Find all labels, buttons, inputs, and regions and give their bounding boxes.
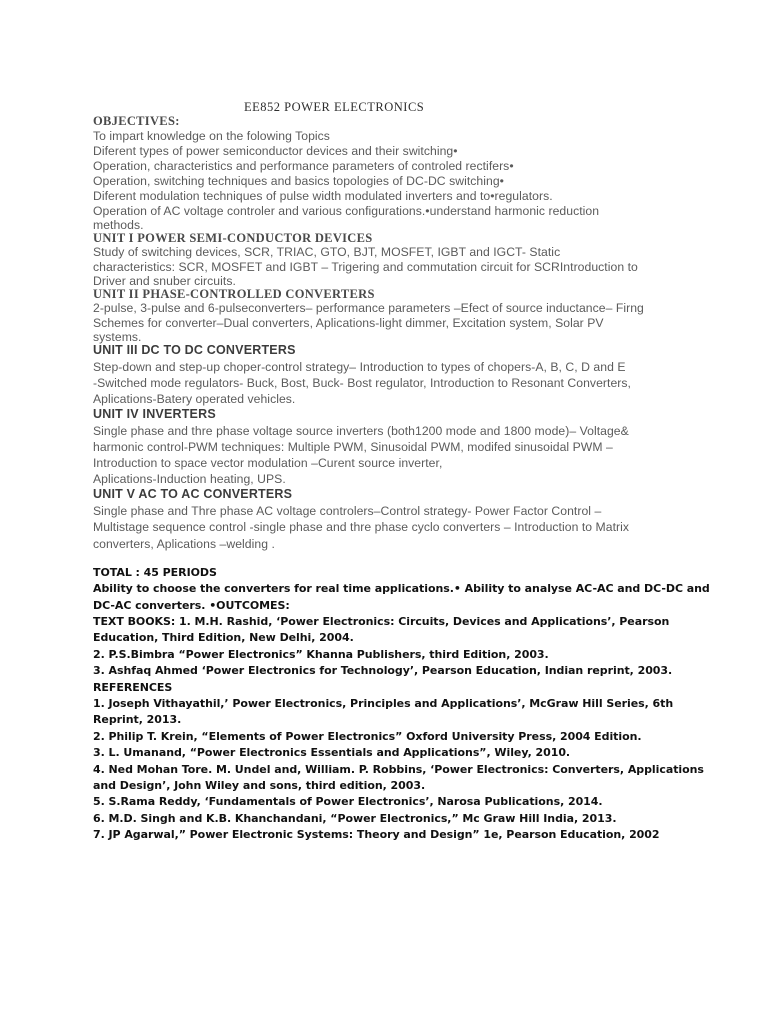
reference-line: 6. M.D. Singh and K.B. Khanchandani, “Power Electronics,” Mc Graw Hill India, 2013. bbox=[93, 812, 617, 825]
unit4-heading: UNIT IV INVERTERS bbox=[93, 407, 216, 421]
unit2-line: 2-pulse, 3-pulse and 6-pulseconverters– performance parameters –Efect of source inductance– Firng bbox=[93, 301, 644, 315]
objectives-line: methods. bbox=[93, 218, 144, 232]
objectives-line: Diferent modulation techniques of pulse width modulated inverters and to•regulators. bbox=[93, 189, 553, 203]
unit1-line: Study of switching devices, SCR, TRIAC, GTO, BJT, MOSFET, IGBT and IGCT- Static bbox=[93, 245, 561, 259]
textbook-line: 2. P.S.Bimbra “Power Electronics” Khanna Publishers, third Edition, 2003. bbox=[93, 648, 549, 661]
unit1-heading: UNIT I POWER SEMI-CONDUCTOR DEVICES bbox=[93, 231, 373, 245]
unit2-line: Schemes for converter–Dual converters, Aplications-light dimmer, Excitation system, Solar PV bbox=[93, 316, 604, 330]
outcomes-line: DC-AC converters. •OUTCOMES: bbox=[93, 599, 290, 612]
objectives-line: Operation of AC voltage controler and various configurations.•understand harmonic reduction bbox=[93, 204, 600, 218]
unit4-line: Single phase and thre phase voltage source inverters (both1200 mode and 1800 mode)– Voltage& bbox=[93, 424, 629, 438]
unit4-line: harmonic control-PWM techniques: Multiple PWM, Sinusoidal PWM, modifed sinusoidal PWM – bbox=[93, 440, 613, 454]
unit5-line: Single phase and Thre phase AC voltage controlers–Control strategy- Power Factor Control – bbox=[93, 504, 602, 518]
reference-line: 1. Joseph Vithayathil,’ Power Electronics, Principles and Applications’, McGraw Hill Series, 6th bbox=[93, 697, 674, 710]
unit3-heading: UNIT III DC TO DC CONVERTERS bbox=[93, 343, 296, 357]
unit5-line: converters, Aplications –welding . bbox=[93, 537, 275, 551]
reference-line: and Design’, John Wiley and sons, third edition, 2003. bbox=[93, 779, 426, 792]
reference-line: 2. Philip T. Krein, “Elements of Power Electronics” Oxford University Press, 2004 Edition. bbox=[93, 730, 642, 743]
unit5-heading: UNIT V AC TO AC CONVERTERS bbox=[93, 487, 293, 501]
reference-line: 5. S.Rama Reddy, ‘Fundamentals of Power Electronics’, Narosa Publications, 2014. bbox=[93, 795, 603, 808]
objectives-line: Diferent types of power semiconductor devices and their switching• bbox=[93, 144, 458, 158]
reference-line: 3. L. Umanand, “Power Electronics Essentials and Applications”, Wiley, 2010. bbox=[93, 746, 571, 759]
document-title: EE852 POWER ELECTRONICS bbox=[244, 100, 425, 114]
total-periods: TOTAL : 45 PERIODS bbox=[93, 566, 217, 579]
reference-line: 7. JP Agarwal,” Power Electronic Systems: Theory and Design” 1e, Pearson Education, 2002 bbox=[93, 828, 660, 841]
textbook-line: TEXT BOOKS: 1. M.H. Rashid, ‘Power Electronics: Circuits, Devices and Applications’, Pearson bbox=[93, 615, 670, 628]
unit5-line: Multistage sequence control -single phase and thre phase cyclo converters – Introduction to Matrix bbox=[93, 520, 630, 534]
unit1-line: Driver and snuber circuits. bbox=[93, 274, 236, 288]
textbook-line: Education, Third Edition, New Delhi, 2004. bbox=[93, 631, 354, 644]
unit2-heading: UNIT II PHASE-CONTROLLED CONVERTERS bbox=[93, 287, 375, 301]
unit4-line: Aplications-Induction heating, UPS. bbox=[93, 472, 286, 486]
outcomes-line: Ability to choose the converters for real time applications.• Ability to analyse AC-AC and DC-DC and bbox=[93, 582, 710, 595]
textbook-line: 3. Ashfaq Ahmed ‘Power Electronics for Technology’, Pearson Education, Indian reprint, 2003. bbox=[93, 664, 673, 677]
reference-line: Reprint, 2013. bbox=[93, 713, 182, 726]
unit2-line: systems. bbox=[93, 330, 142, 344]
objectives-line: To impart knowledge on the folowing Topics bbox=[93, 129, 330, 143]
unit1-line: characteristics: SCR, MOSFET and IGBT – Trigering and commutation circuit for SCRIntroduction to bbox=[93, 260, 638, 274]
unit3-line: -Switched mode regulators- Buck, Bost, Buck- Bost regulator, Introduction to Resonant Converters, bbox=[93, 376, 631, 390]
references-heading: REFERENCES bbox=[93, 681, 173, 694]
objectives-line: Operation, switching techniques and basics topologies of DC-DC switching• bbox=[93, 174, 504, 188]
reference-line: 4. Ned Mohan Tore. M. Undel and, William. P. Robbins, ‘Power Electronics: Converters, Applications bbox=[93, 763, 704, 776]
unit3-line: Step-down and step-up choper-control strategy– Introduction to types of chopers-A, B, C, D and E bbox=[93, 360, 626, 374]
unit4-line: Introduction to space vector modulation –Curent source inverter, bbox=[93, 456, 443, 470]
objectives-line: Operation, characteristics and performance parameters of controled rectifers• bbox=[93, 159, 514, 173]
objectives-heading: OBJECTIVES: bbox=[93, 114, 180, 128]
unit3-line: Aplications-Batery operated vehicles. bbox=[93, 392, 296, 406]
